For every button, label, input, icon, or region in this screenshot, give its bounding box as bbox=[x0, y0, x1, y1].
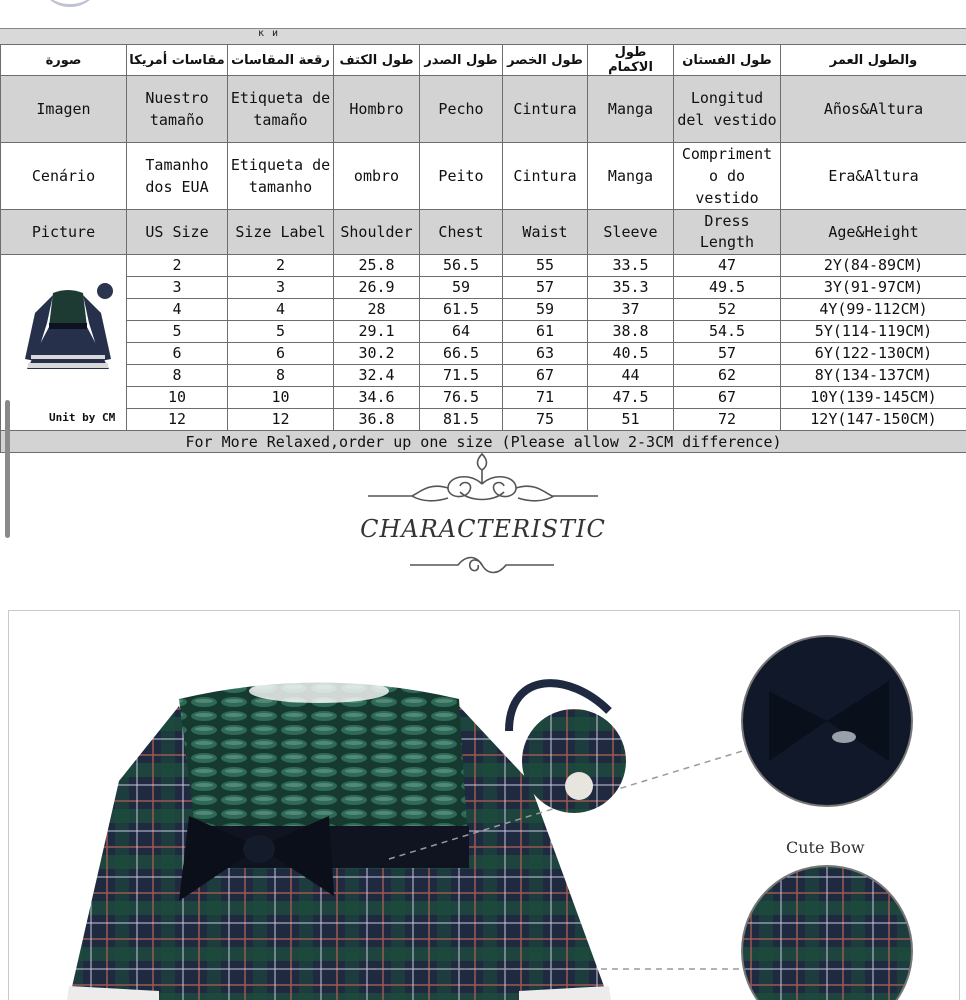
table-cell: 2 bbox=[228, 255, 334, 277]
header-cell: Cintura bbox=[503, 143, 588, 210]
table-cell: 28 bbox=[334, 299, 420, 321]
header-cell: صورة bbox=[1, 45, 127, 76]
header-cell: Etiqueta de tamaño bbox=[228, 76, 334, 143]
header-cell: Cenário bbox=[1, 143, 127, 210]
table-cell: 66.5 bbox=[420, 343, 503, 365]
table-cell: 4 bbox=[127, 299, 228, 321]
header-cell: Chest bbox=[420, 210, 503, 255]
header-cell: Picture bbox=[1, 210, 127, 255]
table-cell: 3 bbox=[127, 277, 228, 299]
table-cell: 8 bbox=[228, 365, 334, 387]
header-cell: Manga bbox=[588, 143, 674, 210]
fit-note: For More Relaxed,order up one size (Please allow 2-3CM difference) bbox=[1, 431, 966, 453]
table-row bbox=[1, 321, 966, 343]
table-cell: 12Y(147-150CM) bbox=[781, 409, 966, 431]
header-cell: ombro bbox=[334, 143, 420, 210]
table-cell: 67 bbox=[674, 387, 781, 409]
table-cell: 40.5 bbox=[588, 343, 674, 365]
table-cell: 47.5 bbox=[588, 387, 674, 409]
table-cell: 61 bbox=[503, 321, 588, 343]
table-row bbox=[1, 299, 966, 321]
header-cell: Peito bbox=[420, 143, 503, 210]
table-row bbox=[1, 387, 966, 409]
table-cell: 2 bbox=[127, 255, 228, 277]
table-cell: 32.4 bbox=[334, 365, 420, 387]
table-cell: 34.6 bbox=[334, 387, 420, 409]
table-cell: 59 bbox=[503, 299, 588, 321]
header-cell: طول الخصر bbox=[503, 45, 588, 76]
header-cell: Imagen bbox=[1, 76, 127, 143]
table-cell: 33.5 bbox=[588, 255, 674, 277]
header-cell: US Size bbox=[127, 210, 228, 255]
table-cell: 47 bbox=[674, 255, 781, 277]
header-cell: Compriment o do vestido bbox=[674, 143, 781, 210]
table-cell: 44 bbox=[588, 365, 674, 387]
table-cell: 4 bbox=[228, 299, 334, 321]
table-cell: 72 bbox=[674, 409, 781, 431]
header-cell: Nuestro tamaño bbox=[127, 76, 228, 143]
table-cell: 6Y(122-130CM) bbox=[781, 343, 966, 365]
table-cell: 29.1 bbox=[334, 321, 420, 343]
table-cell: 12 bbox=[127, 409, 228, 431]
header-cell: Años&Altura bbox=[781, 76, 966, 143]
table-row bbox=[1, 277, 966, 299]
table-cell: 8 bbox=[127, 365, 228, 387]
dress-product-photo bbox=[9, 611, 959, 1000]
table-cell: 55 bbox=[503, 255, 588, 277]
table-cell: 10Y(139-145CM) bbox=[781, 387, 966, 409]
header-cell: Waist bbox=[503, 210, 588, 255]
cropped-logo-swoosh bbox=[40, 0, 100, 7]
table-cell: 5 bbox=[127, 321, 228, 343]
size-chart-table bbox=[0, 44, 966, 453]
footer-row bbox=[1, 431, 966, 453]
table-row bbox=[1, 409, 966, 431]
table-cell: 36.8 bbox=[334, 409, 420, 431]
cropped-header-text: к и bbox=[258, 28, 279, 39]
header-row-portuguese bbox=[1, 143, 966, 210]
table-cell: 57 bbox=[674, 343, 781, 365]
header-row-arabic bbox=[1, 45, 966, 76]
header-cell: Age&Height bbox=[781, 210, 966, 255]
header-cell: Manga bbox=[588, 76, 674, 143]
table-cell: 76.5 bbox=[420, 387, 503, 409]
table-cell: 25.8 bbox=[334, 255, 420, 277]
table-cell: 54.5 bbox=[674, 321, 781, 343]
header-cell: رقعة المقاسات bbox=[228, 45, 334, 76]
table-cell: 8Y(134-137CM) bbox=[781, 365, 966, 387]
table-cell: 51 bbox=[588, 409, 674, 431]
table-cell: 61.5 bbox=[420, 299, 503, 321]
header-cell: Era&Altura bbox=[781, 143, 966, 210]
table-cell: 35.3 bbox=[588, 277, 674, 299]
table-cell: 26.9 bbox=[334, 277, 420, 299]
table-cell: 10 bbox=[127, 387, 228, 409]
table-cell: 4Y(99-112CM) bbox=[781, 299, 966, 321]
table-row bbox=[1, 365, 966, 387]
table-cell: 75 bbox=[503, 409, 588, 431]
table-cell: 3Y(91-97CM) bbox=[781, 277, 966, 299]
header-cell: طول الفستان bbox=[674, 45, 781, 76]
header-cell: Dress Length bbox=[674, 210, 781, 255]
table-cell: 52 bbox=[674, 299, 781, 321]
header-cell: Sleeve bbox=[588, 210, 674, 255]
table-cell: 12 bbox=[228, 409, 334, 431]
table-row bbox=[1, 343, 966, 365]
table-cell: 3 bbox=[228, 277, 334, 299]
table-cell: 10 bbox=[228, 387, 334, 409]
header-cell: مقاسات أمريكا bbox=[127, 45, 228, 76]
table-cell: 37 bbox=[588, 299, 674, 321]
scrollbar-thumb[interactable] bbox=[5, 400, 10, 538]
table-cell: 62 bbox=[674, 365, 781, 387]
table-cell: 6 bbox=[228, 343, 334, 365]
header-row-english bbox=[1, 210, 966, 255]
header-cell: Pecho bbox=[420, 76, 503, 143]
header-cell: Hombro bbox=[334, 76, 420, 143]
table-row bbox=[1, 255, 966, 277]
table-cell: 56.5 bbox=[420, 255, 503, 277]
header-cell: Cintura bbox=[503, 76, 588, 143]
callout-label-cute-bow: Cute Bow bbox=[786, 838, 865, 857]
header-cell: طول الكتف bbox=[334, 45, 420, 76]
dress-thumbnail-image bbox=[13, 283, 123, 383]
unit-label: Unit by CM bbox=[49, 407, 115, 428]
header-cell: طول الصدر bbox=[420, 45, 503, 76]
header-cell: Etiqueta de tamanho bbox=[228, 143, 334, 210]
table-cell: 71 bbox=[503, 387, 588, 409]
table-cell: 63 bbox=[503, 343, 588, 365]
header-cell: والطول العمر bbox=[781, 45, 966, 76]
header-cell: Shoulder bbox=[334, 210, 420, 255]
table-cell: 5Y(114-119CM) bbox=[781, 321, 966, 343]
table-cell: 81.5 bbox=[420, 409, 503, 431]
table-cell: 38.8 bbox=[588, 321, 674, 343]
table-cell: 64 bbox=[420, 321, 503, 343]
table-cell: 6 bbox=[127, 343, 228, 365]
header-cell: طول الاكمام bbox=[588, 45, 674, 76]
table-cell: 49.5 bbox=[674, 277, 781, 299]
header-cell: Tamanho dos EUA bbox=[127, 143, 228, 210]
header-row-spanish bbox=[1, 76, 966, 143]
table-cell: 5 bbox=[228, 321, 334, 343]
table-cell: 57 bbox=[503, 277, 588, 299]
header-cell: Longitud del vestido bbox=[674, 76, 781, 143]
top-cropped-strip bbox=[0, 0, 966, 44]
cropped-header-row bbox=[0, 28, 966, 44]
table-cell: 59 bbox=[420, 277, 503, 299]
section-title: CHARACTERISTIC bbox=[0, 515, 966, 543]
header-cell: Size Label bbox=[228, 210, 334, 255]
dress-thumbnail-cell bbox=[1, 255, 127, 431]
product-image-frame bbox=[8, 610, 960, 1000]
table-cell: 2Y(84-89CM) bbox=[781, 255, 966, 277]
table-cell: 67 bbox=[503, 365, 588, 387]
table-cell: 71.5 bbox=[420, 365, 503, 387]
table-cell: 30.2 bbox=[334, 343, 420, 365]
